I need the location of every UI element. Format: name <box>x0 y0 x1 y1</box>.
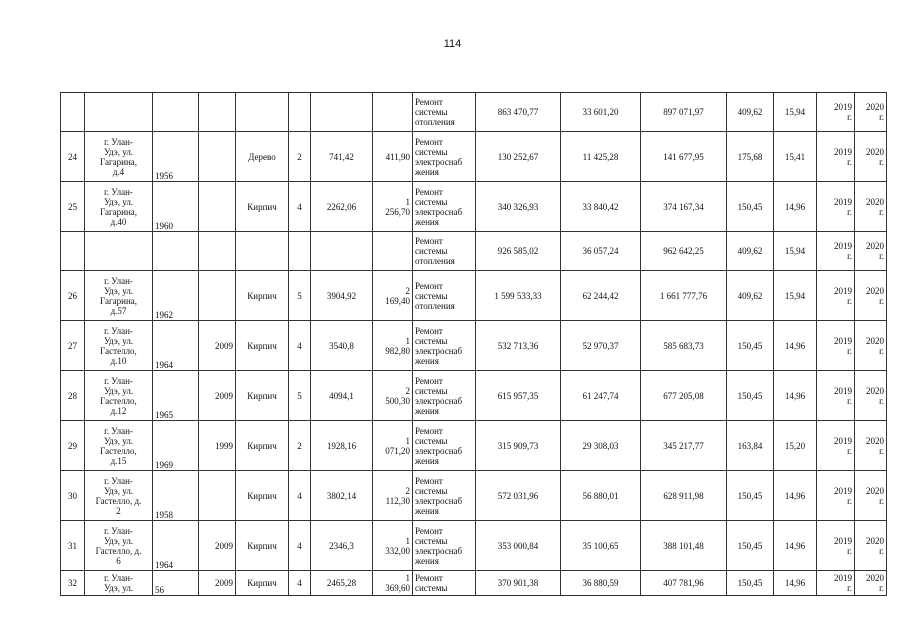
total-area-cell <box>311 93 373 132</box>
address-cell: г. Улан- Удэ, ул. <box>85 571 153 596</box>
row-number <box>61 232 85 271</box>
cost-total-cell: 353 000,84 <box>476 521 561 571</box>
living-area-cell: 2 169,40 <box>373 271 413 321</box>
cost-design-cell: 35 100,65 <box>561 521 641 571</box>
percent-cell: 14,96 <box>774 521 817 571</box>
cost-design-cell: 36 880,59 <box>561 571 641 596</box>
address-cell: г. Улан- Удэ, ул. Гастелло, д.15 <box>85 421 153 471</box>
total-area-cell: 2262,06 <box>311 182 373 232</box>
wall-material-cell: Кирпич <box>236 571 289 596</box>
unit-rate-cell: 175,68 <box>727 132 774 182</box>
total-area-cell: 2346,3 <box>311 521 373 571</box>
end-year-cell: 2020 г. <box>855 321 887 371</box>
end-year-cell: 2020 г. <box>855 232 887 271</box>
year-built-cell <box>153 93 199 132</box>
cost-sum-cell: 585 683,73 <box>641 321 727 371</box>
repair-schedule-table <box>60 92 887 596</box>
living-area-cell: 1 332,00 <box>373 521 413 571</box>
table-row <box>61 571 887 596</box>
start-year-cell: 2019 г. <box>817 182 855 232</box>
total-area-cell: 3904,92 <box>311 271 373 321</box>
total-area-cell <box>311 232 373 271</box>
start-year-cell: 2019 г. <box>817 421 855 471</box>
work-type-cell: Ремонт системы электроснаб жения <box>413 521 476 571</box>
floors-cell: 4 <box>289 571 311 596</box>
living-area-cell: 2 112,30 <box>373 471 413 521</box>
end-year-cell: 2020 г. <box>855 571 887 596</box>
start-year-cell: 2019 г. <box>817 93 855 132</box>
table-row <box>61 271 887 321</box>
work-type-cell: Ремонт системы <box>413 571 476 596</box>
end-year-cell: 2020 г. <box>855 271 887 321</box>
work-type-cell: Ремонт системы электроснаб жения <box>413 421 476 471</box>
total-area-cell: 741,42 <box>311 132 373 182</box>
cost-total-cell: 615 957,35 <box>476 371 561 421</box>
row-number: 25 <box>61 182 85 232</box>
work-type-cell: Ремонт системы отопления <box>413 93 476 132</box>
cost-sum-cell: 374 167,34 <box>641 182 727 232</box>
cost-design-cell: 56 880,01 <box>561 471 641 521</box>
start-year-cell: 2019 г. <box>817 132 855 182</box>
cost-sum-cell: 407 781,96 <box>641 571 727 596</box>
row-number: 30 <box>61 471 85 521</box>
cost-total-cell: 315 909,73 <box>476 421 561 471</box>
table-row <box>61 421 887 471</box>
floors-cell: 5 <box>289 271 311 321</box>
year-built-cell: 1958 <box>153 471 199 521</box>
cost-total-cell: 1 599 533,33 <box>476 271 561 321</box>
year-built-cell: 1965 <box>153 371 199 421</box>
work-type-cell: Ремонт системы электроснаб жения <box>413 321 476 371</box>
cost-sum-cell: 897 071,97 <box>641 93 727 132</box>
unit-rate-cell: 150,45 <box>727 571 774 596</box>
total-area-cell: 2465,28 <box>311 571 373 596</box>
total-area-cell: 3540,8 <box>311 321 373 371</box>
floors-cell: 4 <box>289 521 311 571</box>
year-built-cell: 1962 <box>153 271 199 321</box>
living-area-cell: 1 071,20 <box>373 421 413 471</box>
cost-sum-cell: 1 661 777,76 <box>641 271 727 321</box>
floors-cell: 5 <box>289 371 311 421</box>
year-repair-cell <box>199 271 236 321</box>
cost-sum-cell: 388 101,48 <box>641 521 727 571</box>
start-year-cell: 2019 г. <box>817 471 855 521</box>
address-cell: г. Улан- Удэ, ул. Гагарина, д.57 <box>85 271 153 321</box>
unit-rate-cell: 409,62 <box>727 271 774 321</box>
start-year-cell: 2019 г. <box>817 232 855 271</box>
year-repair-cell <box>199 182 236 232</box>
floors-cell: 4 <box>289 182 311 232</box>
percent-cell: 15,94 <box>774 93 817 132</box>
cost-sum-cell: 628 911,98 <box>641 471 727 521</box>
page-number: 114 <box>443 38 462 50</box>
year-built-cell: 1964 <box>153 521 199 571</box>
work-type-cell: Ремонт системы отопления <box>413 271 476 321</box>
cost-total-cell: 863 470,77 <box>476 93 561 132</box>
work-type-cell: Ремонт системы электроснаб жения <box>413 132 476 182</box>
wall-material-cell: Дерево <box>236 132 289 182</box>
row-number: 32 <box>61 571 85 596</box>
end-year-cell: 2020 г. <box>855 521 887 571</box>
cost-design-cell: 33 601,20 <box>561 93 641 132</box>
table-row <box>61 521 887 571</box>
year-built-cell: 1960 <box>153 182 199 232</box>
year-repair-cell: 2009 <box>199 571 236 596</box>
year-built-cell <box>153 232 199 271</box>
end-year-cell: 2020 г. <box>855 471 887 521</box>
unit-rate-cell: 150,45 <box>727 521 774 571</box>
year-repair-cell: 2009 <box>199 321 236 371</box>
percent-cell: 15,41 <box>774 132 817 182</box>
living-area-cell: 1 256,70 <box>373 182 413 232</box>
percent-cell: 14,96 <box>774 371 817 421</box>
table-row <box>61 471 887 521</box>
row-number: 29 <box>61 421 85 471</box>
table-row <box>61 232 887 271</box>
end-year-cell: 2020 г. <box>855 371 887 421</box>
year-repair-cell: 1999 <box>199 421 236 471</box>
address-cell <box>85 93 153 132</box>
floors-cell: 2 <box>289 421 311 471</box>
table-row <box>61 321 887 371</box>
cost-total-cell: 340 326,93 <box>476 182 561 232</box>
work-type-cell: Ремонт системы электроснаб жения <box>413 371 476 421</box>
unit-rate-cell: 409,62 <box>727 232 774 271</box>
year-repair-cell <box>199 232 236 271</box>
cost-design-cell: 52 970,37 <box>561 321 641 371</box>
start-year-cell: 2019 г. <box>817 321 855 371</box>
wall-material-cell: Кирпич <box>236 271 289 321</box>
row-number: 28 <box>61 371 85 421</box>
total-area-cell: 4094,1 <box>311 371 373 421</box>
end-year-cell: 2020 г. <box>855 132 887 182</box>
percent-cell: 14,96 <box>774 321 817 371</box>
unit-rate-cell: 409,62 <box>727 93 774 132</box>
year-built-cell: 1969 <box>153 421 199 471</box>
start-year-cell: 2019 г. <box>817 271 855 321</box>
cost-design-cell: 36 057,24 <box>561 232 641 271</box>
address-cell: г. Улан- Удэ, ул. Гастелло, д.10 <box>85 321 153 371</box>
unit-rate-cell: 150,45 <box>727 182 774 232</box>
year-repair-cell <box>199 93 236 132</box>
percent-cell: 14,96 <box>774 471 817 521</box>
unit-rate-cell: 150,45 <box>727 471 774 521</box>
year-built-cell: 1956 <box>153 132 199 182</box>
percent-cell: 15,94 <box>774 271 817 321</box>
cost-sum-cell: 962 642,25 <box>641 232 727 271</box>
year-repair-cell <box>199 471 236 521</box>
living-area-cell <box>373 93 413 132</box>
address-cell: г. Улан- Удэ, ул. Гастелло, д. 2 <box>85 471 153 521</box>
year-built-cell: 1964 <box>153 321 199 371</box>
total-area-cell: 1928,16 <box>311 421 373 471</box>
living-area-cell: 411,90 <box>373 132 413 182</box>
living-area-cell: 1 369,60 <box>373 571 413 596</box>
cost-design-cell: 29 308,03 <box>561 421 641 471</box>
cost-design-cell: 61 247,74 <box>561 371 641 421</box>
table-row <box>61 371 887 421</box>
end-year-cell: 2020 г. <box>855 93 887 132</box>
wall-material-cell: Кирпич <box>236 182 289 232</box>
year-built-cell: 56 <box>153 571 199 596</box>
floors-cell <box>289 232 311 271</box>
table-row <box>61 93 887 132</box>
cost-sum-cell: 141 677,95 <box>641 132 727 182</box>
cost-design-cell: 33 840,42 <box>561 182 641 232</box>
wall-material-cell <box>236 232 289 271</box>
wall-material-cell: Кирпич <box>236 371 289 421</box>
unit-rate-cell: 150,45 <box>727 371 774 421</box>
row-number: 27 <box>61 321 85 371</box>
cost-total-cell: 572 031,96 <box>476 471 561 521</box>
cost-total-cell: 130 252,67 <box>476 132 561 182</box>
table-row <box>61 132 887 182</box>
percent-cell: 15,94 <box>774 232 817 271</box>
row-number: 24 <box>61 132 85 182</box>
cost-total-cell: 926 585,02 <box>476 232 561 271</box>
address-cell: г. Улан- Удэ, ул. Гастелло, д. 6 <box>85 521 153 571</box>
floors-cell: 2 <box>289 132 311 182</box>
living-area-cell <box>373 232 413 271</box>
percent-cell: 14,96 <box>774 182 817 232</box>
start-year-cell: 2019 г. <box>817 521 855 571</box>
total-area-cell: 3802,14 <box>311 471 373 521</box>
address-cell <box>85 232 153 271</box>
floors-cell: 4 <box>289 321 311 371</box>
row-number: 26 <box>61 271 85 321</box>
row-number: 31 <box>61 521 85 571</box>
work-type-cell: Ремонт системы электроснаб жения <box>413 471 476 521</box>
end-year-cell: 2020 г. <box>855 421 887 471</box>
wall-material-cell: Кирпич <box>236 521 289 571</box>
work-type-cell: Ремонт системы отопления <box>413 232 476 271</box>
wall-material-cell: Кирпич <box>236 321 289 371</box>
year-repair-cell: 2009 <box>199 371 236 421</box>
wall-material-cell: Кирпич <box>236 471 289 521</box>
percent-cell: 15,20 <box>774 421 817 471</box>
address-cell: г. Улан- Удэ, ул. Гастелло, д.12 <box>85 371 153 421</box>
living-area-cell: 2 500,30 <box>373 371 413 421</box>
table-row <box>61 182 887 232</box>
cost-design-cell: 11 425,28 <box>561 132 641 182</box>
floors-cell: 4 <box>289 471 311 521</box>
row-number <box>61 93 85 132</box>
cost-design-cell: 62 244,42 <box>561 271 641 321</box>
unit-rate-cell: 150,45 <box>727 321 774 371</box>
percent-cell: 14,96 <box>774 571 817 596</box>
living-area-cell: 1 982,80 <box>373 321 413 371</box>
address-cell: г. Улан- Удэ, ул. Гагарина, д.40 <box>85 182 153 232</box>
work-type-cell: Ремонт системы электроснаб жения <box>413 182 476 232</box>
end-year-cell: 2020 г. <box>855 182 887 232</box>
cost-sum-cell: 677 205,08 <box>641 371 727 421</box>
cost-total-cell: 370 901,38 <box>476 571 561 596</box>
wall-material-cell: Кирпич <box>236 421 289 471</box>
start-year-cell: 2019 г. <box>817 571 855 596</box>
wall-material-cell <box>236 93 289 132</box>
start-year-cell: 2019 г. <box>817 371 855 421</box>
address-cell: г. Улан- Удэ, ул. Гагарина, д.4 <box>85 132 153 182</box>
year-repair-cell <box>199 132 236 182</box>
cost-sum-cell: 345 217,77 <box>641 421 727 471</box>
cost-total-cell: 532 713,36 <box>476 321 561 371</box>
year-repair-cell: 2009 <box>199 521 236 571</box>
floors-cell <box>289 93 311 132</box>
unit-rate-cell: 163,84 <box>727 421 774 471</box>
